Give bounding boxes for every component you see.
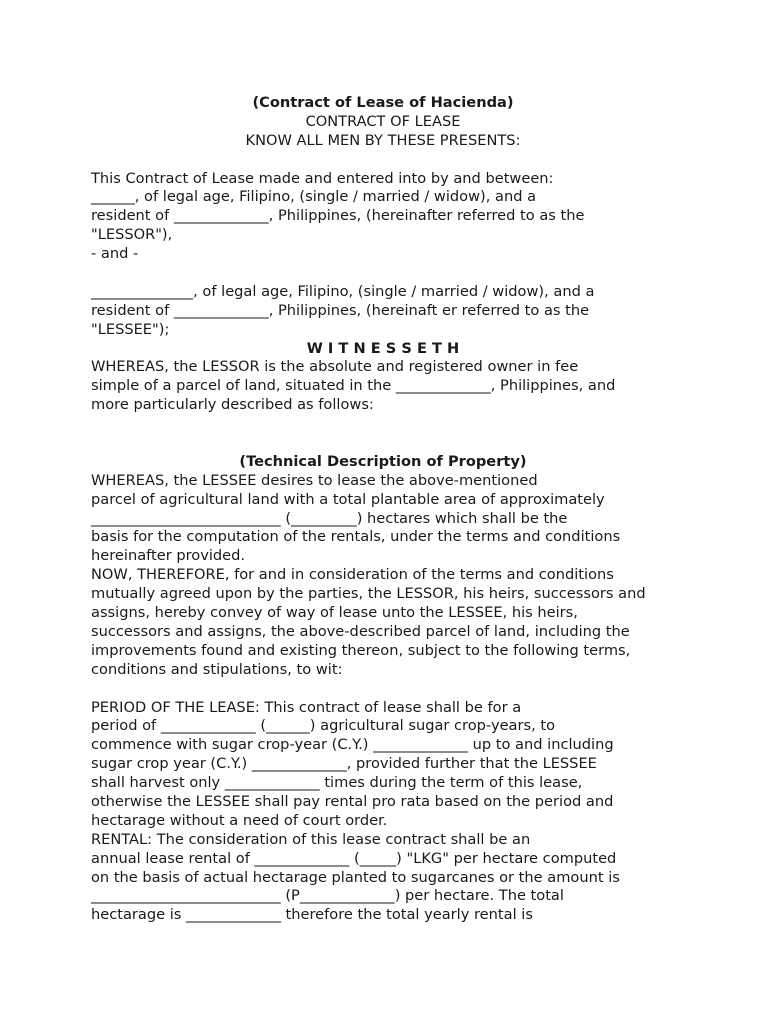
title-main: CONTRACT OF LEASE — [305, 112, 461, 130]
and-separator: - and - — [91, 245, 139, 263]
witnesseth-heading: W I T N E S S E T H — [306, 339, 460, 357]
parties-intro: This Contract of Lease made and entered into by and between: — [91, 169, 554, 187]
witnesseth-line: WHEREAS, the LESSOR is the absolute and registered owner in fee — [91, 358, 579, 376]
lessee-line: resident of _____________, Philippines, (hereinaft er referred to as the — [91, 301, 590, 319]
technical-line: improvements found and existing thereon, subject to the following terms, — [91, 641, 631, 659]
title-know: KNOW ALL MEN BY THESE PRESENTS: — [245, 131, 521, 149]
technical-line: basis for the computation of the rentals, under the terms and conditions — [91, 528, 621, 546]
rental-line: on the basis of actual hectarage planted to sugarcanes or the amount is — [91, 868, 620, 886]
period-line: period of _____________ (______) agricultural sugar crop-years, to — [91, 717, 556, 735]
spacer — [91, 151, 691, 170]
technical-line: parcel of agricultural land with a total plantable area of approximately — [91, 490, 605, 508]
technical-line: __________________________ (_________) hectares which shall be the — [91, 509, 568, 527]
technical-line: assigns, hereby convey of way of lease unto the LESSEE, his heirs, — [91, 604, 578, 622]
rental-line: hectarage is _____________ therefore the total yearly rental is — [91, 906, 533, 924]
rental-line: RENTAL: The consideration of this lease contract shall be an — [91, 830, 531, 848]
technical-line: mutually agreed upon by the parties, the LESSOR, his heirs, successors and — [91, 585, 646, 603]
lessor-line: resident of _____________, Philippines, (hereinafter referred to as the — [91, 207, 585, 225]
rental-line: __________________________ (P_____________) per hectare. The total — [91, 887, 564, 905]
lessor-line: ______, of legal age, Filipino, (single / married / widow), and a — [91, 188, 537, 206]
rental-line: annual lease rental of _____________ (_____) "LKG" per hectare computed — [91, 849, 617, 867]
spacer — [91, 680, 691, 699]
technical-line: successors and assigns, the above-described parcel of land, including the — [91, 622, 630, 640]
period-line: hectarage without a need of court order. — [91, 811, 388, 829]
witnesseth-line: simple of a parcel of land, situated in the _____________, Philippines, and — [91, 377, 616, 395]
period-line: commence with sugar crop-year (C.Y.) _____________ up to and including — [91, 736, 614, 754]
period-line: PERIOD OF THE LEASE: This contract of lease shall be for a — [91, 698, 522, 716]
period-line: sugar crop year (C.Y.) _____________, provided further that the LESSEE — [91, 755, 597, 773]
lessee-line: "LESSEE"); — [91, 320, 170, 338]
spacer — [91, 434, 691, 453]
technical-heading: (Technical Description of Property) — [239, 452, 527, 470]
period-line: otherwise the LESSEE shall pay rental pro rata based on the period and — [91, 792, 614, 810]
lessee-line: ______________, of legal age, Filipino, (single / married / widow), and a — [91, 282, 595, 300]
technical-line: WHEREAS, the LESSEE desires to lease the above-mentioned — [91, 471, 538, 489]
period-line: shall harvest only _____________ times during the term of this lease, — [91, 774, 583, 792]
technical-line: hereinafter provided. — [91, 547, 246, 565]
spacer — [91, 264, 691, 283]
spacer — [91, 415, 691, 434]
technical-line: NOW, THEREFORE, for and in consideration of the terms and conditions — [91, 566, 614, 584]
title-paren: (Contract of Lease of Hacienda) — [252, 94, 514, 111]
witnesseth-line: more particularly described as follows: — [91, 396, 374, 414]
technical-line: conditions and stipulations, to wit: — [91, 660, 343, 678]
lessor-line: "LESSOR"), — [91, 226, 173, 244]
document-page — [91, 94, 691, 925]
